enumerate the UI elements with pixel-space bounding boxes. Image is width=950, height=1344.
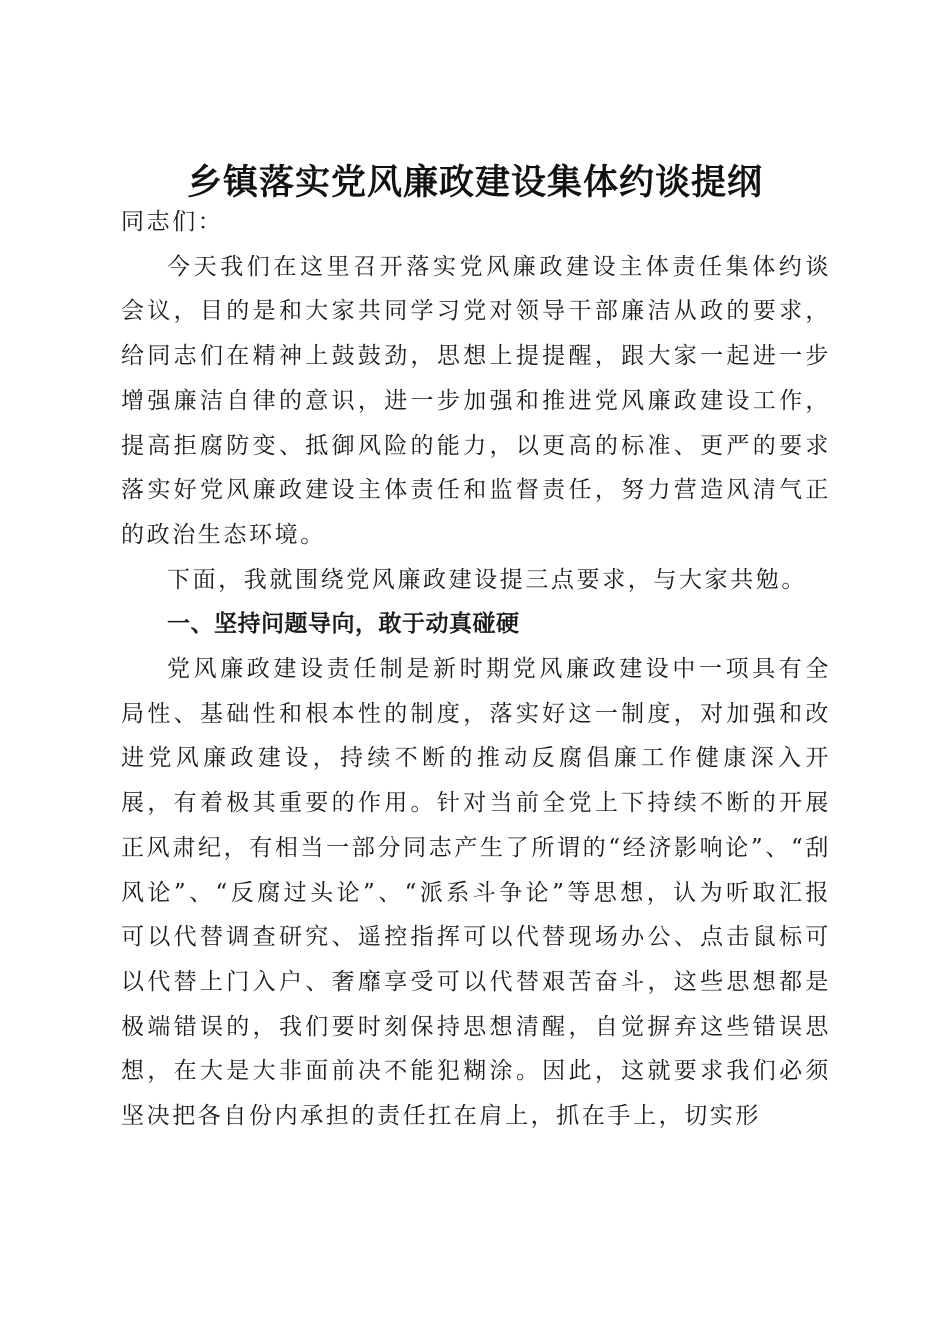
salutation: 同志们： (121, 209, 224, 235)
section-heading-1: 一、坚持问题导向，敢于动真碰硬 (167, 611, 520, 638)
document-body (121, 200, 831, 1139)
transition-paragraph: 下面，我就围绕党风廉政建设提三点要求，与大家共勉。 (167, 566, 807, 593)
document-title: 乡镇落实党风廉政建设集体约谈提纲 (186, 162, 763, 204)
section-1-paragraph: 党风廉政建设责任制是新时期党风廉政建设中一项具有全局性、基础性和根本性的制度，落实好这一制度，对加强和改进党风廉政建设，持续不断的推动反腐倡廉工作健康深入开展，有着极其重要的作用。针对当前全党上下持续不断的开展正风肃纪，有相当一部分同志产生了所谓的“经济影响论”、“刮风论”、“反腐过头论”、“派系斗争论”等思想，认为听取汇报可以代替调查研究、遥控指挥可以代替现场办公、点击鼠标可以代替上门入户、奢靡享受可以代替艰苦奋斗，这些思想都是极端错误的，我们要时刻保持思想清醒，自觉摒弃这些错误思想，在大是大非面前决不能犯糊涂。因此，这就要求我们必须坚决把各自份内承担的责任扛在肩上，抓在手上，切实形 (121, 656, 831, 1130)
intro-paragraph: 今天我们在这里召开落实党风廉政建设主体责任集体约谈会议，目的是和大家共同学习党对领导干部廉洁从政的要求，给同志们在精神上鼓鼓劲，思想上提提醒，跟大家一起进一步增强廉洁自律的意识，进一步加强和推进党风廉政建设工作，提高拒腐防变、抵御风险的能力，以更高的标准、更严的要求落实好党风廉政建设主体责任和监督责任，努力营造风清气正的政治生态环境。 (121, 253, 831, 548)
